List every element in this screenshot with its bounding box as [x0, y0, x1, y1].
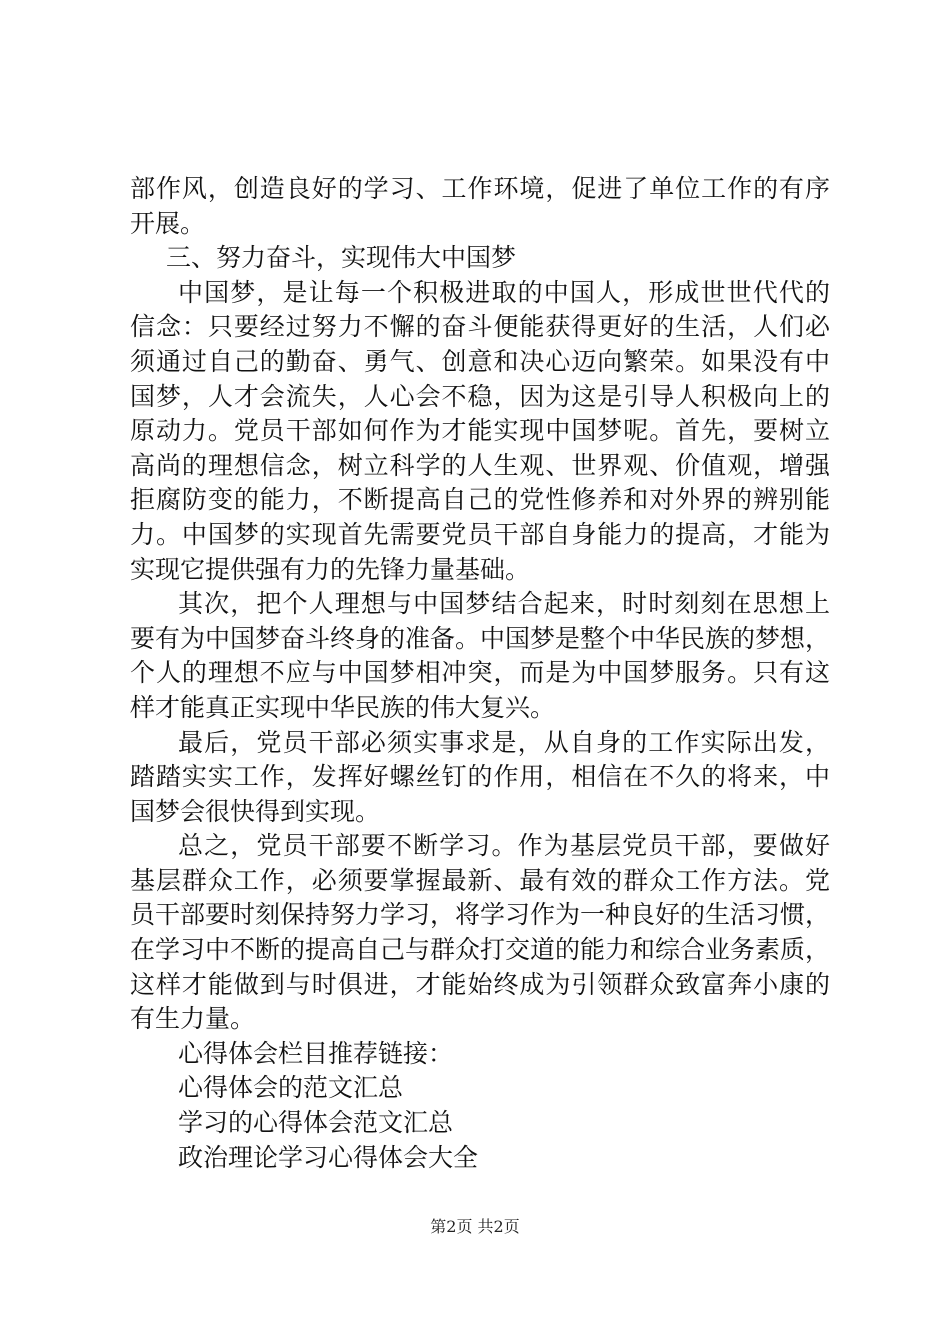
body-line: 总之，党员干部要不断学习。作为基层党员干部，要做好: [178, 831, 830, 861]
body-line: 这样才能做到与时俱进，才能始终成为引领群众致富奔小康的: [130, 969, 830, 999]
document-body: [130, 172, 830, 1175]
page-number: 第2页 共2页: [430, 1217, 520, 1236]
body-line: 要有为中国梦奋斗终身的准备。中国梦是整个中华民族的梦想，: [130, 623, 831, 653]
body-line: 拒腐防变的能力，不断提高自己的党性修养和对外界的辨别能: [130, 485, 830, 515]
related-links-heading: 心得体会栏目推荐链接：: [178, 1038, 454, 1068]
body-line: 有生力量。: [130, 1004, 256, 1034]
body-line: 部作风，创造良好的学习、工作环境，促进了单位工作的有序: [130, 174, 830, 203]
body-line: 须通过自己的勤奋、勇气、创意和决心迈向繁荣。如果没有中: [130, 346, 830, 376]
body-line: 其次，把个人理想与中国梦结合起来，时时刻刻在思想上: [178, 589, 830, 619]
body-line: 高尚的理想信念，树立科学的人生观、世界观、价值观，增强: [130, 450, 830, 480]
body-line: 员干部要时刻保持努力学习，将学习作为一种良好的生活习惯，: [130, 900, 831, 930]
body-line: 个人的理想不应与中国梦相冲突，而是为中国梦服务。只有这: [130, 658, 830, 688]
related-link[interactable]: 学习的心得体会范文汇总: [178, 1108, 454, 1138]
body-line: 力。中国梦的实现首先需要党员干部自身能力的提高，才能为: [130, 519, 830, 549]
body-line: 原动力。党员干部如何作为才能实现中国梦呢。首先，要树立: [130, 416, 830, 446]
related-link[interactable]: 政治理论学习心得体会大全: [178, 1142, 479, 1172]
body-line: 实现它提供强有力的先锋力量基础。: [130, 554, 531, 584]
body-line: 基层群众工作，必须要掌握最新、最有效的群众工作方法。党: [130, 865, 830, 895]
body-line: 开展。: [130, 208, 206, 238]
body-line: 踏踏实实工作，发挥好螺丝钉的作用，相信在不久的将来，中: [130, 762, 830, 792]
related-link[interactable]: 心得体会的范文汇总: [178, 1073, 404, 1103]
body-line: 中国梦，是让每一个积极进取的中国人，形成世世代代的: [178, 277, 830, 307]
body-line: 最后，党员干部必须实事求是，从自身的工作实际出发，: [178, 727, 830, 757]
body-line: 国梦会很快得到实现。: [130, 796, 381, 826]
body-line: 信念：只要经过努力不懈的奋斗便能获得更好的生活，人们必: [130, 312, 830, 342]
body-line: 样才能真正实现中华民族的伟大复兴。: [130, 692, 556, 722]
body-line: 国梦，人才会流失，人心会不稳，因为这是引导人积极向上的: [130, 381, 830, 411]
body-line: 在学习中不断的提高自己与群众打交道的能力和综合业务素质，: [130, 935, 831, 965]
section-heading: 三、努力奋斗，实现伟大中国梦: [166, 243, 517, 273]
